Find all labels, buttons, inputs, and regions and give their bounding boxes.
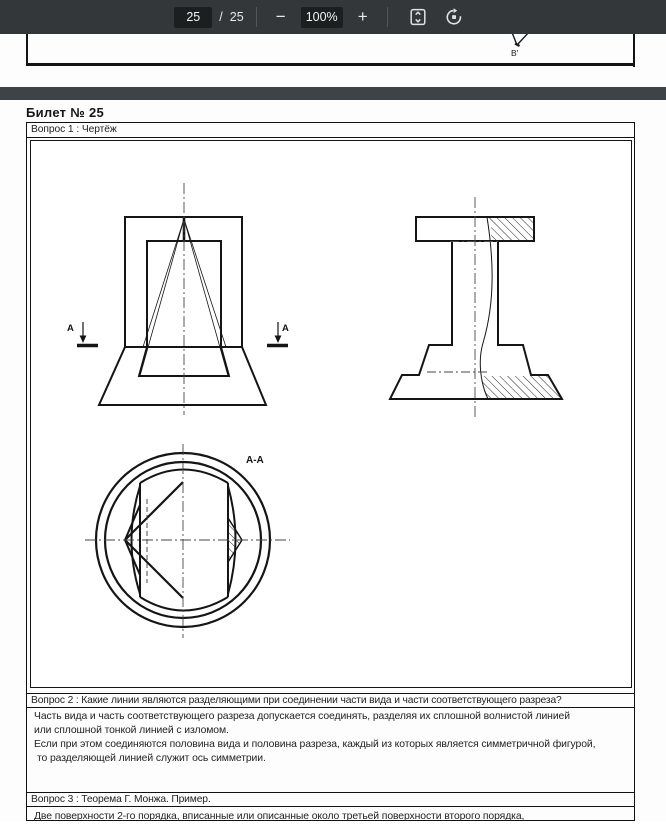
question2-header: Вопрос 2 : Какие линии являются разделяющими при соединении части вида и части соответствующего разреза? [27,693,634,708]
ticket-title: Билет № 25 [26,105,105,120]
technical-drawing [31,141,631,687]
pdf-toolbar [0,0,666,34]
question3-header: Вопрос 3 : Теорема Г. Монжа. Пример. [27,792,634,807]
zoom-out-button[interactable]: − [275,7,286,26]
page-total: 25 [229,10,244,24]
hatch-area-top [488,218,533,240]
question2-answer [34,710,630,766]
answer-line: то разделяющей линией служит ось симметрии. [37,752,266,764]
prev-page-left-border [26,34,28,65]
answer-line: Если при этом соединяются половина вида и половина разреза, каждый из которых является симметричной фигурой, [34,738,596,750]
ticket-table [26,122,635,821]
fragment-point-label: В' [511,48,519,58]
answer-line: Две поверхности 2-го порядка, вписанные или описанные около третьей поверхности второго порядка, [34,811,525,822]
question3-answer [34,810,630,824]
toolbar-controls [174,5,471,29]
prev-page-drawing-fragment [492,34,542,61]
section-view [85,444,290,638]
toolbar-divider [387,7,388,27]
zoom-in-button[interactable]: + [357,7,368,26]
drawing-cell [30,140,632,688]
toolbar-divider [256,7,257,27]
front-view [67,183,289,415]
question1-header: Вопрос 1 : Чертёж [27,123,634,138]
page-number-input[interactable]: 25 [174,7,212,28]
rotate-counterclockwise-icon [444,7,464,27]
cut-letter-right: A [282,323,289,334]
document-page [0,100,666,821]
hatch-area-bottom [482,376,561,398]
prev-page-bottom-border [26,63,635,66]
previous-page-bottom [0,34,666,87]
page-gap [0,87,666,100]
cut-letter-left: A [67,323,74,334]
answer-line: или сплошной тонкой линией с изломом. [34,724,229,736]
side-view [390,197,562,417]
page-separator: / [219,10,223,24]
cut-mark-left [67,322,98,346]
cut-mark-right [267,322,289,346]
zoom-level-input[interactable]: 100% [301,7,343,28]
fit-page-icon [408,7,428,27]
answer-line: Часть вида и часть соответствующего разреза допускается соединять, разделяя их сплошной волнистой линией [34,711,570,722]
section-label: A-A [246,455,264,466]
rotate-button[interactable] [441,5,467,29]
fit-page-button[interactable] [405,5,431,29]
